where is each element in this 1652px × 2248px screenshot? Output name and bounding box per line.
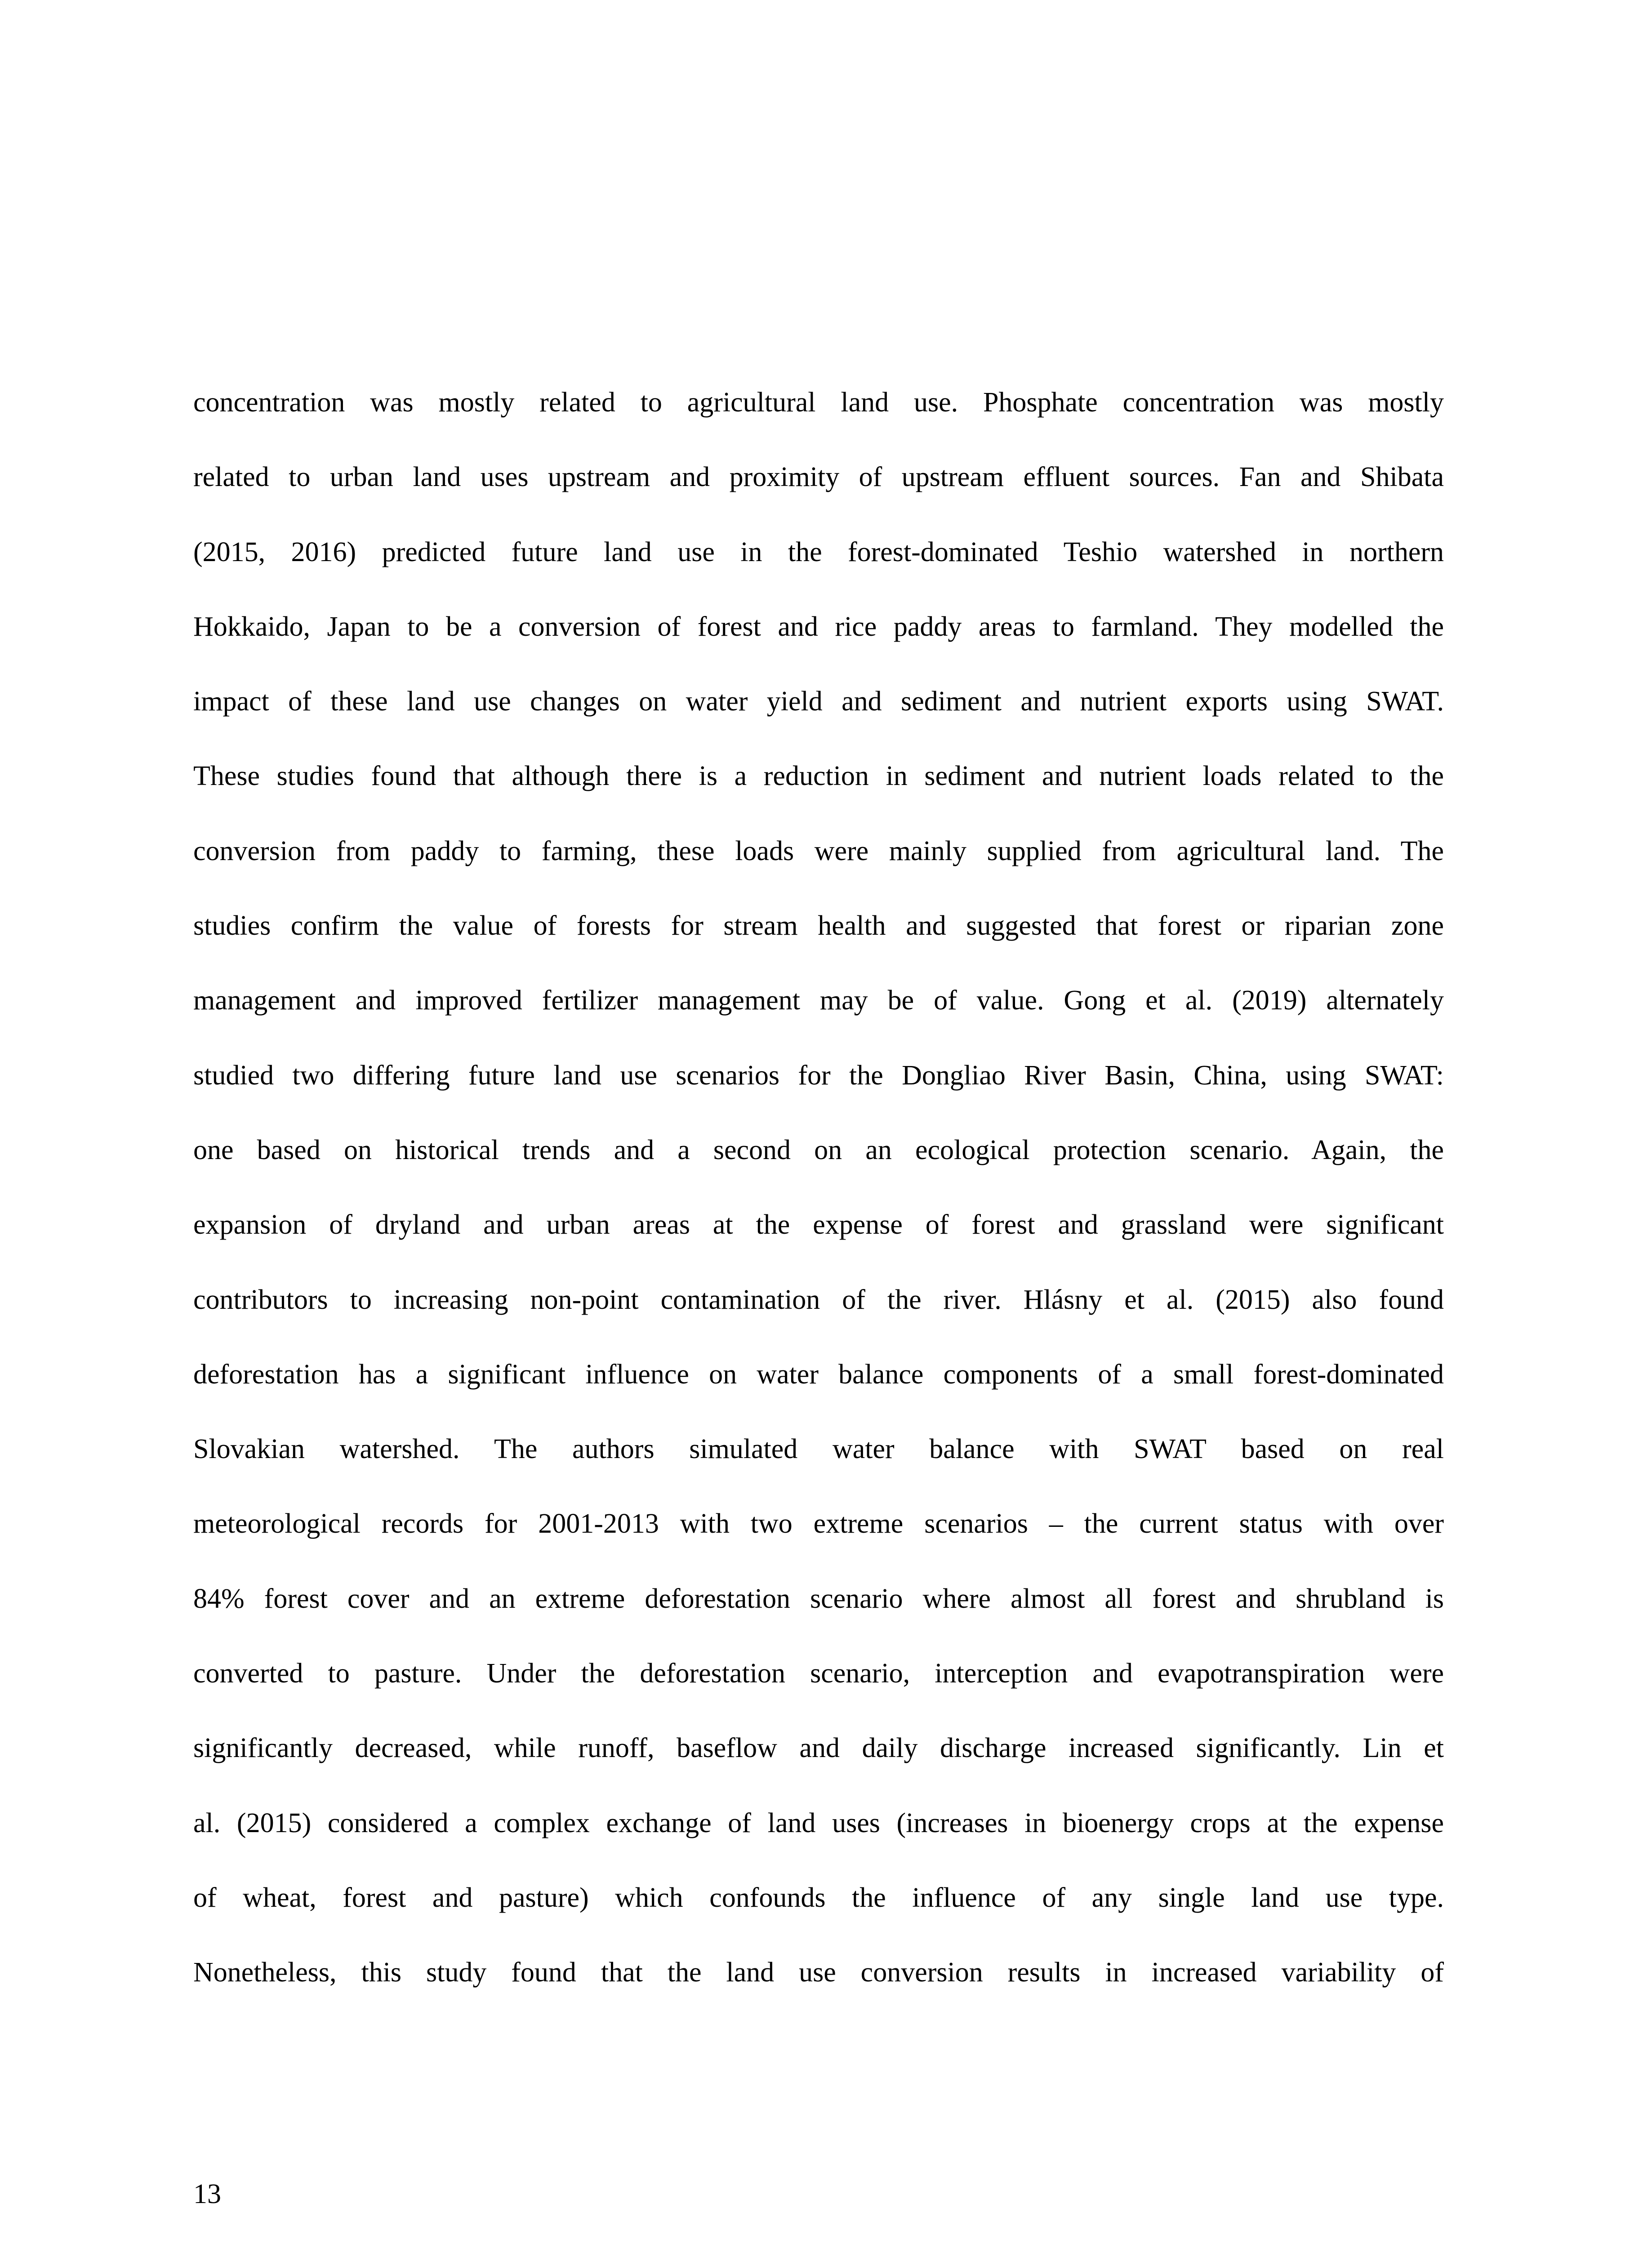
text-line: studies confirm the value of forests for stream health and suggested that forest or riparian zone	[193, 910, 1444, 941]
text-line: significantly decreased, while runoff, baseflow and daily discharge increased significantly. Lin et	[193, 1733, 1444, 1764]
text-line: concentration was mostly related to agricultural land use. Phosphate concentration was mostly	[193, 387, 1444, 418]
text-line: expansion of dryland and urban areas at the expense of forest and grassland were significant	[193, 1209, 1444, 1240]
text-line: Hokkaido, Japan to be a conversion of forest and rice paddy areas to farmland. They modelled the	[193, 611, 1444, 642]
text-line: contributors to increasing non-point contamination of the river. Hlásny et al. (2015) also found	[193, 1284, 1444, 1315]
text-line: converted to pasture. Under the deforestation scenario, interception and evapotranspiration were	[193, 1658, 1444, 1689]
text-line: studied two differing future land use scenarios for the Dongliao River Basin, China, using SWAT:	[193, 1060, 1444, 1091]
text-line: Nonetheless, this study found that the land use conversion results in increased variability of	[193, 1957, 1444, 1988]
text-line: related to urban land uses upstream and proximity of upstream effluent sources. Fan and Shibata	[193, 462, 1444, 493]
text-line: (2015, 2016) predicted future land use in the forest-dominated Teshio watershed in northern	[193, 536, 1444, 567]
text-line: 84% forest cover and an extreme deforestation scenario where almost all forest and shrubland is	[193, 1583, 1444, 1614]
body-paragraph	[193, 365, 1444, 2010]
text-line: of wheat, forest and pasture) which confounds the influence of any single land use type.	[193, 1882, 1444, 1913]
text-line: al. (2015) considered a complex exchange of land uses (increases in bioenergy crops at the expense	[193, 1807, 1444, 1838]
text-line: Slovakian watershed. The authors simulated water balance with SWAT based on real	[193, 1434, 1444, 1465]
text-line: These studies found that although there is a reduction in sediment and nutrient loads related to the	[193, 761, 1444, 792]
text-line: meteorological records for 2001-2013 with two extreme scenarios – the current status with over	[193, 1508, 1444, 1539]
text-line: conversion from paddy to farming, these loads were mainly supplied from agricultural land. The	[193, 835, 1444, 866]
page-number: 13	[193, 2179, 221, 2209]
text-line: one based on historical trends and a second on an ecological protection scenario. Again, the	[193, 1134, 1444, 1165]
text-line: management and improved fertilizer management may be of value. Gong et al. (2019) alternately	[193, 985, 1444, 1016]
text-line: impact of these land use changes on water yield and sediment and nutrient exports using SWAT.	[193, 686, 1444, 717]
text-line: deforestation has a significant influence on water balance components of a small forest-dominated	[193, 1359, 1444, 1390]
